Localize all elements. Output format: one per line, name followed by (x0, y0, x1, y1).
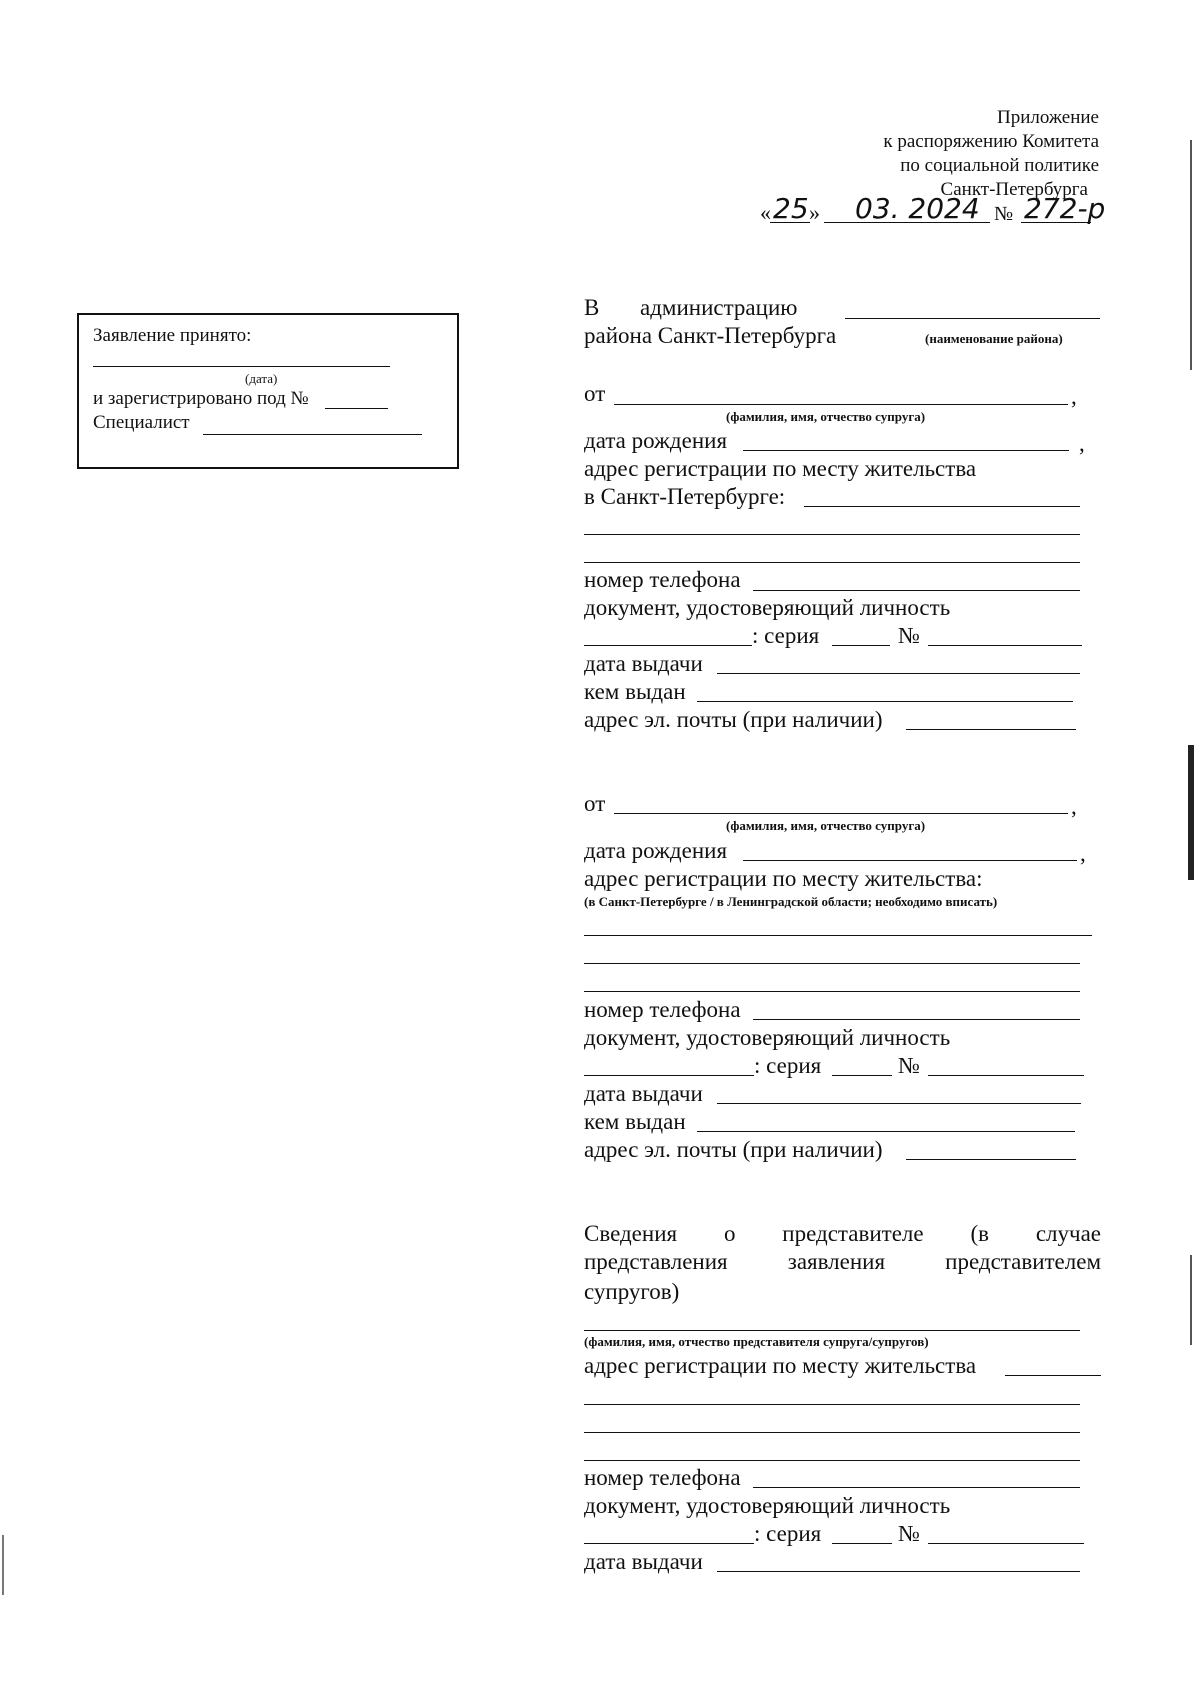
scan-edge-mark (1190, 140, 1192, 370)
appendix-line-2: к распоряжению Комитета (883, 131, 1099, 152)
representative-name-caption: (фамилия, имя, отчество представителя супруга/супругов) (584, 1334, 929, 1349)
from-label: от (584, 381, 606, 406)
to-label: В (584, 295, 600, 320)
issue-date-label: дата выдачи (584, 1081, 703, 1106)
reg-address-label: адрес регистрации по месту жительства (584, 456, 977, 481)
issued-by-label: кем выдан (584, 1109, 686, 1134)
phone-label: номер телефона (584, 1465, 741, 1490)
spouse-1-issue-date-field[interactable] (717, 673, 1080, 674)
spouse-2-issue-date-field[interactable] (717, 1103, 1081, 1104)
spouse-2-address-line-2[interactable] (584, 963, 1080, 964)
birth-date-label: дата рождения (584, 428, 728, 453)
representative-issue-date-field[interactable] (717, 1571, 1080, 1572)
quote-open: « (760, 200, 771, 225)
birth-date-label: дата рождения (584, 838, 728, 863)
issued-by-label: кем выдан (584, 679, 686, 704)
accepted-title: Заявление принято: (93, 325, 252, 346)
spouse-1-series-field[interactable] (832, 645, 890, 646)
representative-phone-field[interactable] (753, 1487, 1080, 1488)
quote-close: » (809, 200, 820, 225)
doc-number-label: № (898, 1521, 920, 1546)
spouse-1-issued-by-field[interactable] (697, 701, 1073, 702)
series-label: : серия (754, 1521, 822, 1546)
id-document-label: документ, удостоверяющий личность (584, 595, 951, 620)
spouse-2-issued-by-field[interactable] (697, 1131, 1075, 1132)
reg-address-label: адрес регистрации по месту жительства: (584, 866, 983, 891)
representative-heading-2: представления заявления представителем (584, 1249, 1101, 1274)
specialist-label: Специалист (93, 412, 190, 433)
spouse-1-name-field[interactable] (614, 404, 1068, 405)
spouse-2-email-field[interactable] (906, 1159, 1076, 1160)
spouse-2-series-field[interactable] (832, 1075, 892, 1076)
number-sign: № (994, 203, 1014, 225)
spouse-2-doc-number-field[interactable] (928, 1075, 1084, 1076)
representative-series-field[interactable] (832, 1543, 892, 1544)
administration-label: администрацию (640, 295, 798, 320)
spouse-1-address-line-3[interactable] (584, 562, 1080, 563)
issue-date-label: дата выдачи (584, 1549, 703, 1574)
email-label: адрес эл. почты (при наличии) (584, 707, 883, 732)
representative-name-field[interactable] (584, 1330, 1080, 1331)
email-label: адрес эл. почты (при наличии) (584, 1137, 883, 1162)
spouse-1-name-caption: (фамилия, имя, отчество супруга) (726, 409, 926, 424)
phone-label: номер телефона (584, 997, 741, 1022)
scan-edge-mark (1190, 1255, 1192, 1345)
representative-doc-type-field[interactable] (584, 1543, 754, 1544)
spouse-1-address-line-2[interactable] (584, 534, 1080, 535)
spouse-1-doc-number-field[interactable] (928, 645, 1082, 646)
spouse-2-address-line-1[interactable] (584, 935, 1092, 936)
specialist-field[interactable] (203, 434, 422, 435)
doc-number-label: № (898, 1053, 920, 1078)
appendix-title: Приложение (997, 107, 1099, 128)
spouse-2-address-line-3[interactable] (584, 991, 1080, 992)
appendix-line-4: Санкт-Петербурга (940, 179, 1088, 200)
district-city-label: района Санкт-Петербурга (584, 323, 837, 348)
comma: , (1071, 794, 1077, 819)
spouse-1-address-field[interactable] (804, 506, 1080, 507)
scan-edge-mark (1188, 745, 1194, 880)
date-caption: (дата) (245, 371, 278, 386)
spouse-2-name-caption: (фамилия, имя, отчество супруга) (726, 818, 926, 833)
reg-address-label: адрес регистрации по месту жительства (584, 1353, 977, 1378)
order-date: 03. 2024 (855, 192, 980, 225)
comma: , (1071, 384, 1077, 409)
registration-number-field[interactable] (325, 408, 388, 409)
reg-address-caption: (в Санкт-Петербурге / в Ленинградской области; необходимо вписать) (584, 894, 998, 909)
representative-address-line-2[interactable] (584, 1404, 1080, 1405)
appendix-line-3: по социальной политике (900, 155, 1099, 176)
order-day: 25 (773, 192, 809, 225)
series-label: : серия (752, 623, 820, 648)
spouse-2-phone-field[interactable] (753, 1019, 1080, 1020)
spouse-1-doc-type-field[interactable] (584, 645, 752, 646)
in-spb-label: в Санкт-Петербурге: (584, 484, 786, 509)
spouse-2-doc-type-field[interactable] (584, 1075, 754, 1076)
series-label: : серия (754, 1053, 822, 1078)
scan-edge-mark (2, 1535, 4, 1595)
registered-label: и зарегистрировано под № (93, 388, 309, 409)
representative-address-field[interactable] (1005, 1375, 1101, 1376)
comma: , (1080, 841, 1086, 866)
spouse-1-birth-date-field[interactable] (743, 450, 1069, 451)
spouse-1-phone-field[interactable] (753, 590, 1080, 591)
phone-label: номер телефона (584, 567, 741, 592)
district-field[interactable] (845, 318, 1100, 319)
representative-heading-3: супругов) (584, 1279, 680, 1304)
representative-doc-number-field[interactable] (928, 1543, 1084, 1544)
from-label: от (584, 791, 606, 816)
doc-number-label: № (898, 623, 920, 648)
comma: , (1079, 431, 1085, 456)
application-accepted-box (77, 313, 459, 469)
spouse-2-name-field[interactable] (614, 813, 1068, 814)
accepted-date-field[interactable] (93, 366, 390, 367)
id-document-label: документ, удостоверяющий личность (584, 1025, 951, 1050)
spouse-2-birth-date-field[interactable] (743, 860, 1077, 861)
representative-address-line-3[interactable] (584, 1432, 1080, 1433)
representative-address-line-4[interactable] (584, 1460, 1080, 1461)
representative-heading-1: Сведения о представителе (в случае (584, 1221, 1101, 1246)
issue-date-label: дата выдачи (584, 651, 703, 676)
order-number: 272-р (1024, 192, 1106, 225)
district-caption: (наименование района) (925, 331, 1063, 346)
spouse-1-email-field[interactable] (906, 729, 1076, 730)
id-document-label: документ, удостоверяющий личность (584, 1493, 951, 1518)
